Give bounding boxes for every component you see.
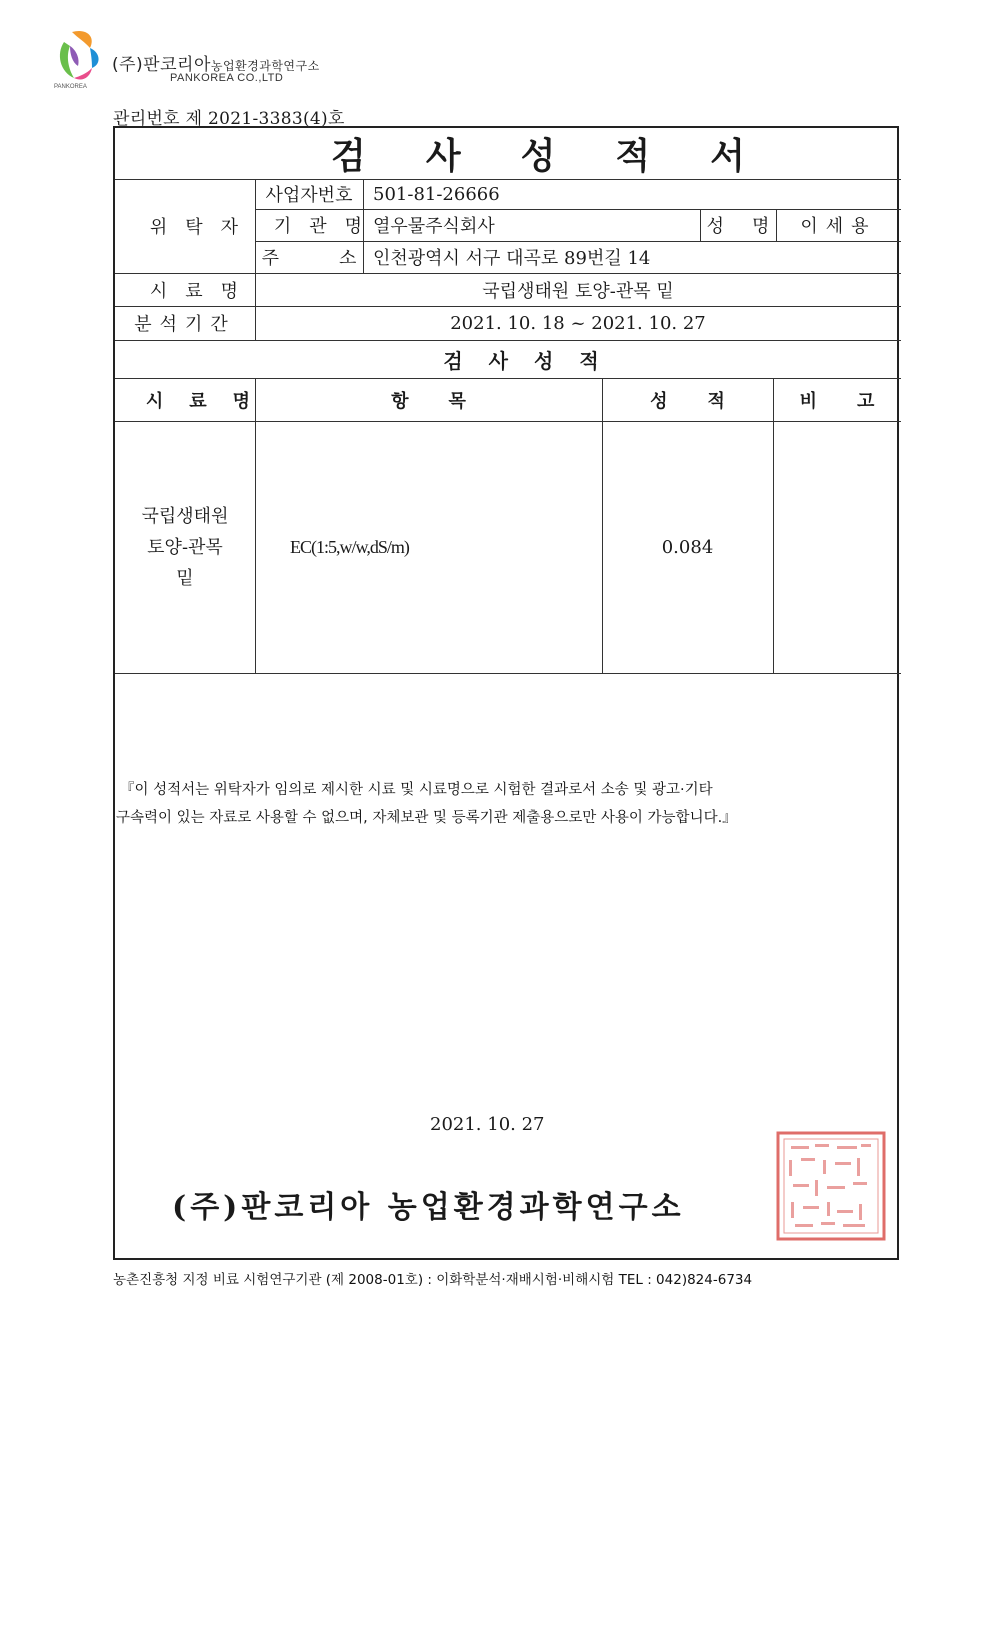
person-name-value: 이세용 [800,216,877,237]
management-number: 관리번호 제 2021-3383(4)호 [113,109,345,129]
table-row-result: 0.084 [661,536,714,558]
person-name-label: 성명 [706,216,798,237]
company-name-ko: (주)판코리아농업환경과학연구소 [112,55,320,75]
address-label: 주소 [261,248,417,269]
sample-name-label: 시료명 [149,280,257,302]
sample-name-value: 국립생태원 토양-관목 밑 [482,280,674,302]
address-value: 인천광역시 서구 대곡로 89번길 14 [373,248,651,269]
analysis-period-label: 분석기간 [134,314,236,335]
notice-line-2: 구속력이 있는 자료로 사용할 수 없으며, 자체보관 및 등록기관 제출용으로만 사용이 가능합니다.』 [116,810,737,826]
results-section-title: 검사성적 [443,348,625,373]
analysis-period-value: 2021. 10. 18 ~ 2021. 10. 27 [450,312,706,334]
notice-line-1: 『이 성적서는 위탁자가 임의로 제시한 시료 및 시료명으로 시험한 결과로서 소송 및 광고·기타 [120,782,713,798]
report-frame [113,126,915,1260]
col-header-note: 비고 [799,390,915,412]
business-no-label: 사업자번호 [265,185,353,206]
pankorea-logo [52,28,110,90]
table-row-note [773,421,901,673]
issuer-name: (주)판코리아 농업환경과학연구소 [172,1190,685,1225]
footer-info: 농촌진흥청 지정 비료 시험연구기관 (제 2008-01호) : 이화학분석·재배시험·비해시험 TEL : 042)824-6734 [113,1272,753,1288]
col-header-item: 항목 [391,390,506,412]
col-header-result: 성적 [650,390,765,412]
col-header-sample: 시료명 [145,390,277,412]
org-name-label: 기관명 [273,216,381,237]
business-no-value: 501-81-26666 [373,183,500,205]
table-row-item: EC(1:5,w/w,dS/m) [290,536,409,557]
svg-text:PANKOREA: PANKOREA [54,84,87,90]
official-seal [775,1130,887,1242]
org-name-value: 열우물주식회사 [373,216,495,237]
document-title: 검사성적서 [331,135,805,177]
table-row-sample: 국립생태원 토양-관목 밑 [141,505,229,589]
client-section-label: 위탁자 [149,217,257,238]
issue-date: 2021. 10. 27 [430,1114,545,1135]
company-name-en: PANKOREA CO.,LTD [170,72,284,84]
